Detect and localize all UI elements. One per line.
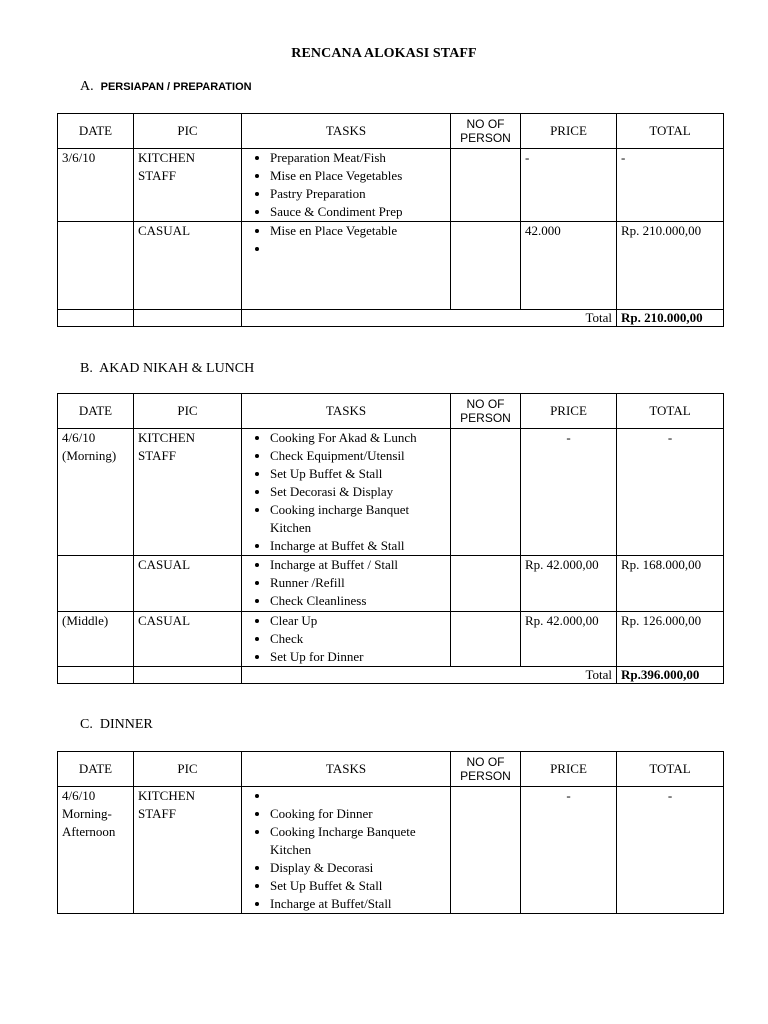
- no-of-person-cell: [451, 429, 521, 556]
- task-item: • Display & Decorasi: [270, 859, 446, 877]
- date-cell: [58, 222, 134, 310]
- task-item: • Incharge at Buffet/Stall: [270, 895, 446, 913]
- task-item: • Set Decorasi & Display: [270, 483, 446, 501]
- header-tasks: TASKS: [242, 394, 451, 429]
- date-cell: 4/6/10 Morning- Afternoon: [58, 787, 134, 914]
- header-total: TOTAL: [617, 394, 724, 429]
- total-row: [58, 310, 724, 327]
- total-label: Total: [242, 667, 617, 684]
- price-cell: -: [521, 429, 617, 556]
- section-c-heading: [80, 717, 153, 733]
- total-cell: -: [617, 149, 724, 222]
- total-row: [58, 667, 724, 684]
- price-cell: Rp. 42.000,00: [521, 612, 617, 667]
- date-cell: 4/6/10 (Morning): [58, 429, 134, 556]
- task-item: [270, 240, 446, 258]
- preparation-table: [57, 113, 724, 327]
- task-item: • Set Up Buffet & Stall: [270, 877, 446, 895]
- table-row: [58, 222, 724, 310]
- price-cell: -: [521, 787, 617, 914]
- table-row: [58, 787, 724, 914]
- header-price: PRICE: [521, 394, 617, 429]
- section-c-letter: C.: [80, 717, 93, 732]
- header-tasks: TASKS: [242, 752, 451, 787]
- task-item: • Check: [270, 630, 446, 648]
- task-item: • Cooking incharge Banquet Kitchen: [270, 501, 446, 537]
- pic-cell: KITCHEN STAFF: [134, 149, 242, 222]
- header-no-of-person: NO OF PERSON: [451, 394, 521, 429]
- task-item: • Preparation Meat/Fish: [270, 149, 446, 167]
- price-cell: 42.000: [521, 222, 617, 310]
- header-row: [58, 394, 724, 429]
- header-pic: PIC: [134, 752, 242, 787]
- tasks-cell: [242, 787, 451, 914]
- table-row: [58, 556, 724, 612]
- task-item: • Incharge at Buffet / Stall: [270, 556, 446, 574]
- task-item: • Check Equipment/Utensil: [270, 447, 446, 465]
- pic-cell: KITCHEN STAFF: [134, 429, 242, 556]
- pic-cell: CASUAL: [134, 612, 242, 667]
- section-a-title: PERSIAPAN / PREPARATION: [100, 81, 252, 93]
- no-of-person-cell: [451, 149, 521, 222]
- pic-cell: KITCHEN STAFF: [134, 787, 242, 914]
- header-price: PRICE: [521, 752, 617, 787]
- header-no-of-person: NO OF PERSON: [451, 114, 521, 149]
- total-cell: Rp. 126.000,00: [617, 612, 724, 667]
- header-row: [58, 114, 724, 149]
- task-item: • Incharge at Buffet & Stall: [270, 537, 446, 555]
- total-cell: -: [617, 429, 724, 556]
- grand-total: Rp.396.000,00: [617, 667, 724, 684]
- pic-cell: CASUAL: [134, 556, 242, 612]
- task-item: • Runner /Refill: [270, 574, 446, 592]
- total-label: Total: [242, 310, 617, 327]
- grand-total: Rp. 210.000,00: [617, 310, 724, 327]
- header-date: DATE: [58, 394, 134, 429]
- date-cell: 3/6/10: [58, 149, 134, 222]
- task-item: • Mise en Place Vegetable: [270, 222, 446, 240]
- tasks-cell: [242, 222, 451, 310]
- tasks-cell: [242, 612, 451, 667]
- total-cell: Rp. 168.000,00: [617, 556, 724, 612]
- task-item: • Sauce & Condiment Prep: [270, 203, 446, 221]
- section-b-letter: B.: [80, 361, 93, 376]
- no-of-person-cell: [451, 222, 521, 310]
- header-pic: PIC: [134, 114, 242, 149]
- section-a-letter: A.: [80, 79, 94, 94]
- tasks-cell: [242, 429, 451, 556]
- task-item: • Set Up for Dinner: [270, 648, 446, 666]
- section-a-heading: [80, 79, 252, 95]
- table-row: [58, 612, 724, 667]
- no-of-person-cell: [451, 787, 521, 914]
- task-item: • Pastry Preparation: [270, 185, 446, 203]
- price-cell: Rp. 42.000,00: [521, 556, 617, 612]
- header-tasks: TASKS: [242, 114, 451, 149]
- date-cell: (Middle): [58, 612, 134, 667]
- task-item: • Cooking Incharge Banquete Kitchen: [270, 823, 446, 859]
- dinner-table: [57, 751, 724, 914]
- header-row: [58, 752, 724, 787]
- header-pic: PIC: [134, 394, 242, 429]
- task-item: • Check Cleanliness: [270, 592, 446, 610]
- total-cell: -: [617, 787, 724, 914]
- section-b-title: AKAD NIKAH & LUNCH: [99, 361, 255, 376]
- task-item: • Cooking For Akad & Lunch: [270, 429, 446, 447]
- table-row: [58, 149, 724, 222]
- akad-nikah-lunch-table: [57, 393, 724, 684]
- tasks-cell: [242, 556, 451, 612]
- header-total: TOTAL: [617, 114, 724, 149]
- task-item: • Mise en Place Vegetables: [270, 167, 446, 185]
- total-cell: Rp. 210.000,00: [617, 222, 724, 310]
- task-item: • Clear Up: [270, 612, 446, 630]
- section-c-title: DINNER: [99, 717, 153, 732]
- document-title: RENCANA ALOKASI STAFF: [291, 46, 477, 61]
- task-item: • Cooking for Dinner: [270, 805, 446, 823]
- header-price: PRICE: [521, 114, 617, 149]
- price-cell: -: [521, 149, 617, 222]
- task-item: • Set Up Buffet & Stall: [270, 465, 446, 483]
- header-no-of-person: NO OF PERSON: [451, 752, 521, 787]
- no-of-person-cell: [451, 556, 521, 612]
- table-row: [58, 429, 724, 556]
- date-cell: [58, 556, 134, 612]
- header-date: DATE: [58, 114, 134, 149]
- tasks-cell: [242, 149, 451, 222]
- no-of-person-cell: [451, 612, 521, 667]
- header-date: DATE: [58, 752, 134, 787]
- section-b-heading: [80, 361, 254, 377]
- header-total: TOTAL: [617, 752, 724, 787]
- task-item: [270, 787, 446, 805]
- pic-cell: CASUAL: [134, 222, 242, 310]
